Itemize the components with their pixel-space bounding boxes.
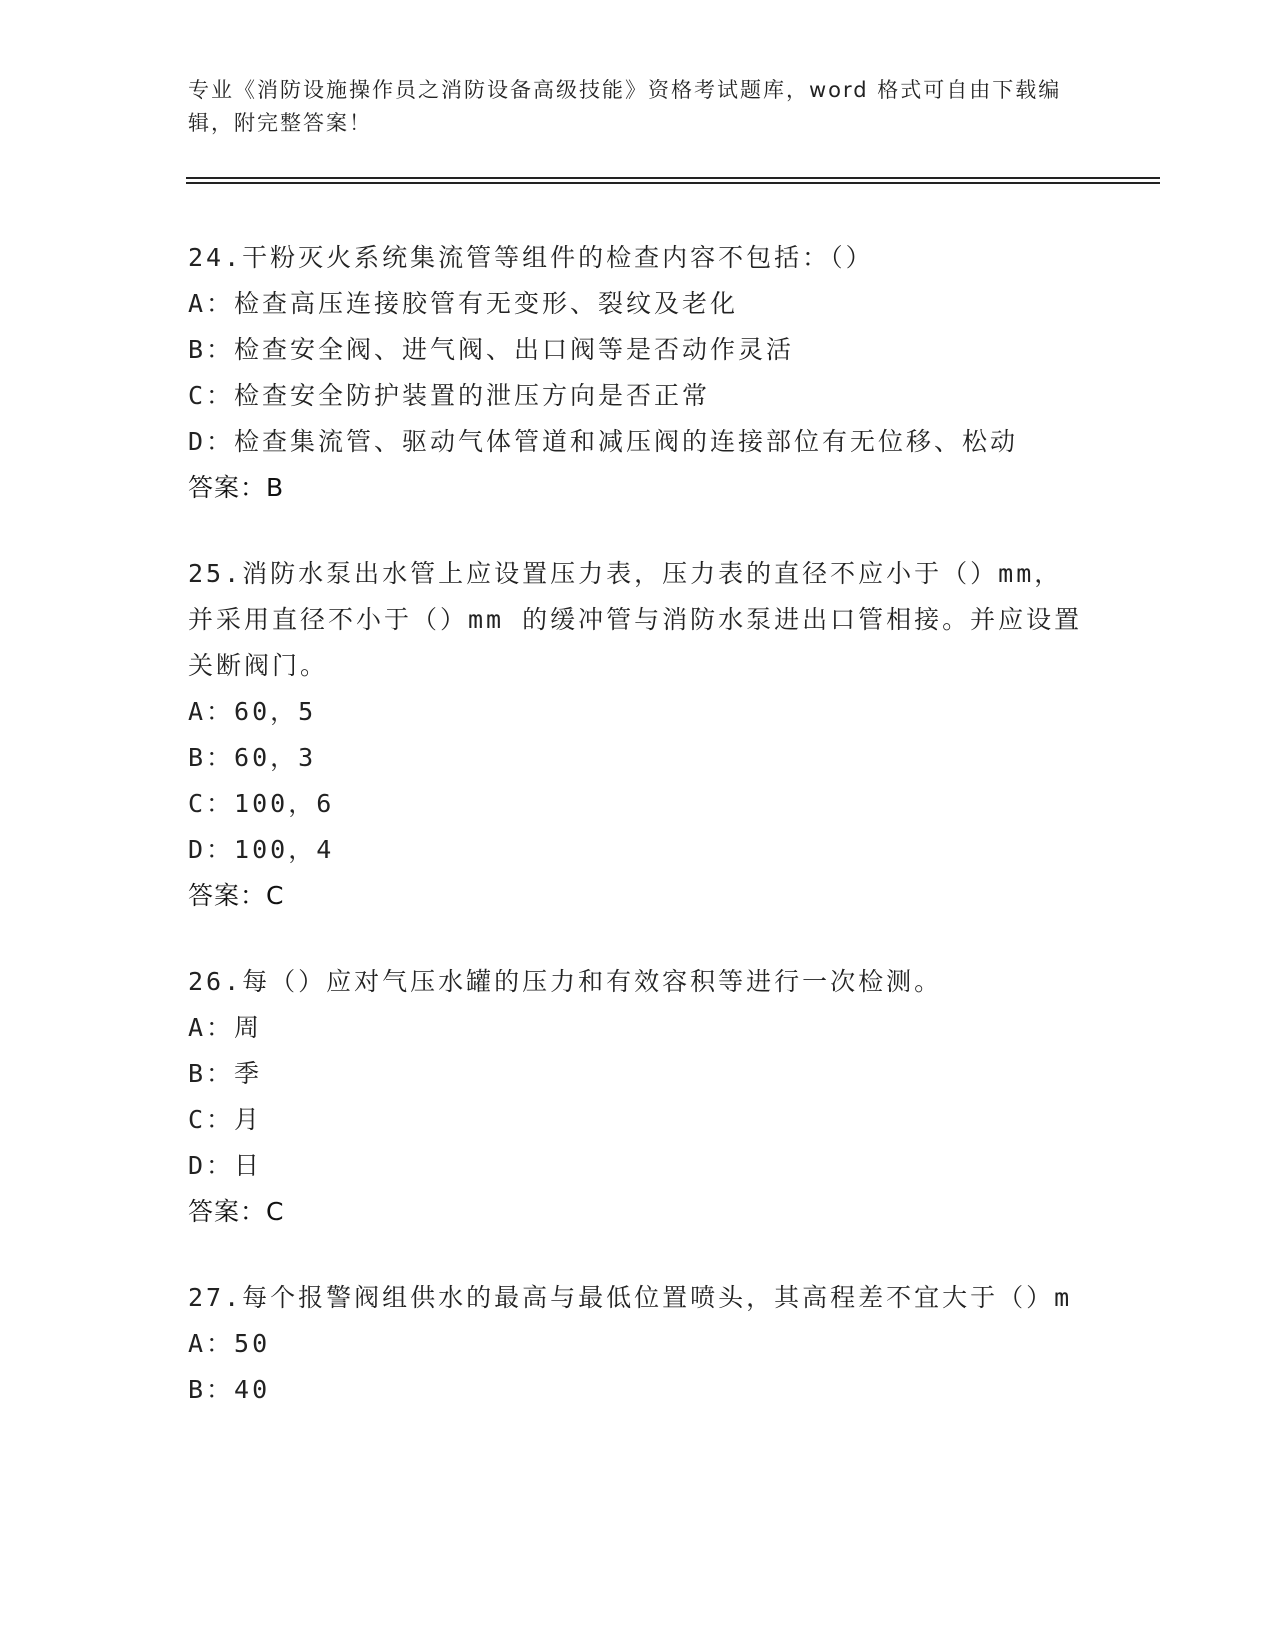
option-a: A：50 (188, 1329, 271, 1358)
question-stem: 25.消防水泵出水管上应设置压力表，压力表的直径不应小于（）mm，并采用直径不小于（）mm 的缓冲管与消防水泵进出口管相接。并应设置关断阀门。 (188, 559, 1083, 680)
option-a: A：检查高压连接胶管有无变形、裂纹及老化 (188, 289, 739, 318)
question-27 (188, 1275, 1088, 1413)
question-stem: 26.每（）应对气压水罐的压力和有效容积等进行一次检测。 (188, 967, 943, 996)
question-25 (188, 551, 1088, 919)
header-divider-bottom (186, 182, 1160, 184)
option-b: B：季 (188, 1059, 263, 1088)
option-d: D：100，4 (188, 835, 335, 864)
option-a: A：60，5 (188, 697, 317, 726)
question-list (188, 235, 1088, 1453)
option-d: D：日 (188, 1151, 263, 1180)
option-a: A：周 (188, 1013, 263, 1042)
option-b: B：40 (188, 1375, 271, 1404)
option-b: B：检查安全阀、进气阀、出口阀等是否动作灵活 (188, 335, 795, 364)
document-header: 专业《消防设施操作员之消防设备高级技能》资格考试题库，word 格式可自由下载编辑，附完整答案！ (188, 78, 1062, 135)
answer-label: 答案：B (188, 473, 285, 502)
header-divider-top (186, 177, 1160, 179)
option-b: B：60，3 (188, 743, 317, 772)
answer-label: 答案：C (188, 881, 285, 910)
option-c: C：检查安全防护装置的泄压方向是否正常 (188, 381, 711, 410)
option-d: D：检查集流管、驱动气体管道和减压阀的连接部位有无位移、松动 (188, 427, 1019, 456)
answer-label: 答案：C (188, 1197, 285, 1226)
question-24 (188, 235, 1088, 511)
question-stem: 24.干粉灭火系统集流管等组件的检查内容不包括：（） (188, 243, 874, 272)
question-stem: 27.每个报警阀组供水的最高与最低位置喷头，其高程差不宜大于（）m (188, 1283, 1073, 1312)
option-c: C：月 (188, 1105, 263, 1134)
question-26 (188, 959, 1088, 1235)
option-c: C：100，6 (188, 789, 335, 818)
